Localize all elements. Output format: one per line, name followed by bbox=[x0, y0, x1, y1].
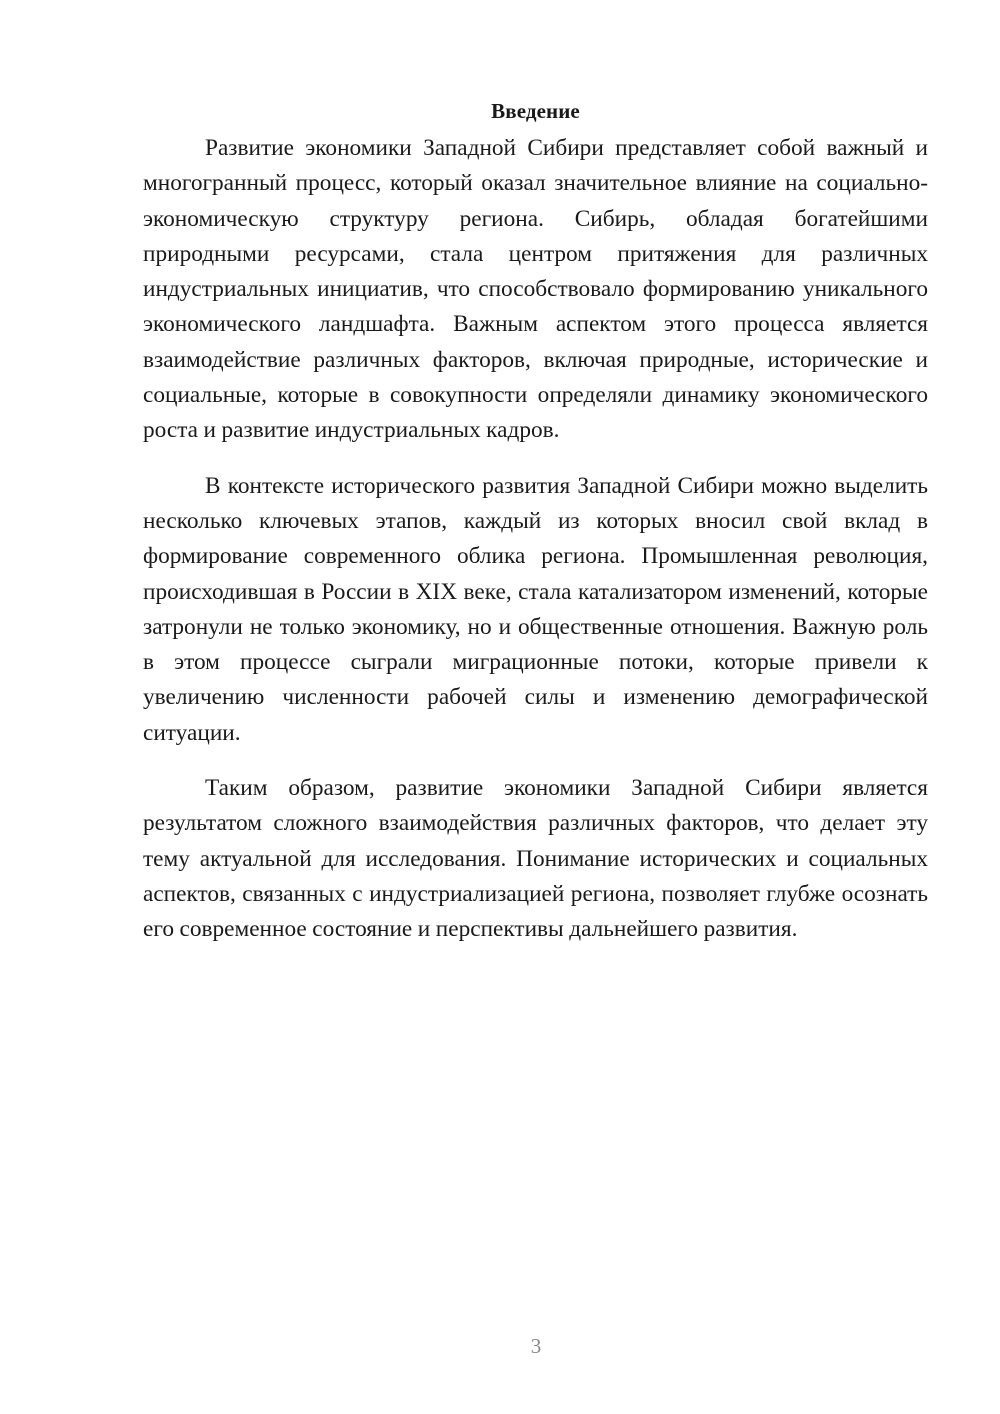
paragraph-1: Развитие экономики Западной Сибири представляет собой важный и многогранный процесс, который оказал значительное влияние на социально-экономическую структуру региона. Сибирь, обладая богатейшими природными ресурсами, стала центром притяжения для различных индустриальных инициатив, что способствовало формированию уникального экономического ландшафта. Важным аспектом этого процесса является взаимодействие различных факторов, включая природные, исторические и социальные, которые в совокупности определяли динамику экономического роста и развитие индустриальных кадров. bbox=[143, 135, 928, 444]
section-heading: Введение bbox=[491, 99, 580, 123]
paragraph-2: В контексте исторического развития Западной Сибири можно выделить несколько ключевых этапов, каждый из которых вносил свой вклад в формирование современного облика региона. Промышленная революция, происходившая в России в XIX веке, стала катализатором изменений, которые затронули не только экономику, но и общественные отношения. Важную роль в этом процессе сыграли миграционные потоки, которые привели к увеличению численности рабочей силы и изменению демографической ситуации. bbox=[143, 472, 928, 746]
paragraph-3: Таким образом, развитие экономики Западной Сибири является результатом сложного взаимодействия различных факторов, что делает эту тему актуальной для исследования. Понимание исторических и социальных аспектов, связанных с индустриализацией региона, позволяет глубже осознать его современное состояние и перспективы дальнейшего развития. bbox=[143, 775, 928, 943]
page-content bbox=[143, 96, 928, 968]
page-number: 3 bbox=[530, 1334, 542, 1358]
